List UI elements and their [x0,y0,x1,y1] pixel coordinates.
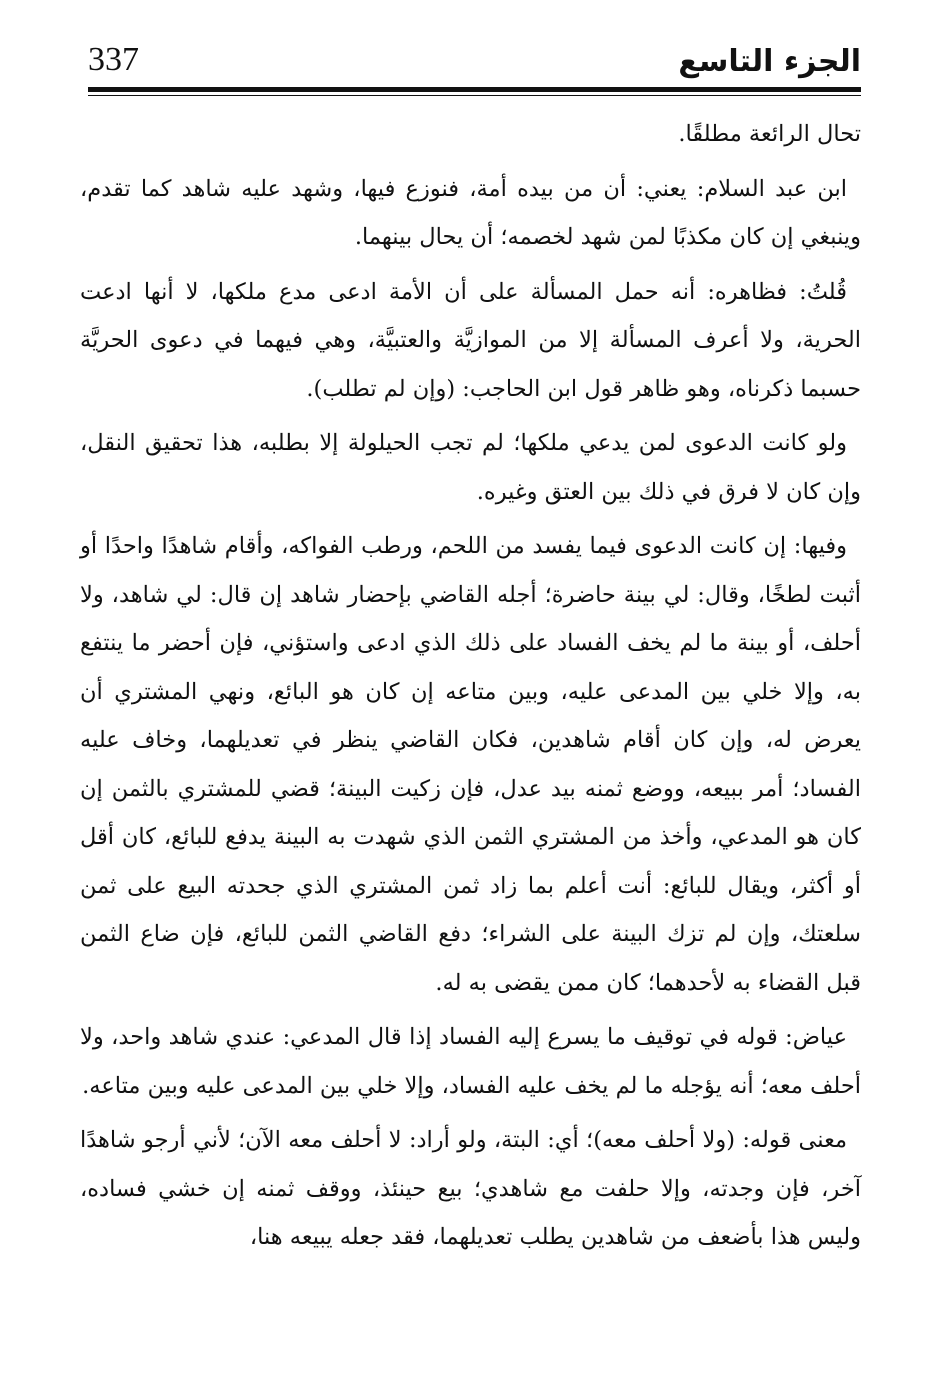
running-title: الجزء التاسع [678,44,861,79]
paragraph: تحال الرائعة مطلقًا. [678,121,861,147]
page-header [88,40,861,90]
header-rule-thick [88,87,861,92]
paragraph: ابن عبد السلام: يعني: أن من بيده أمة، فنوزع فيها، وشهد عليه شاهد كما تقدم، وينبغي إن كان مكذبًا لمن شهد لخصمه؛ أن يحال بينهما. [80,175,861,250]
paragraph: وفيها: إن كانت الدعوى فيما يفسد من اللحم، ورطب الفواكه، وأقام شاهدًا واحدًا أو أثبت لطخًا، وقال: لي بينة حاضرة؛ أجله القاضي بإحضار شاهد إن قال: لي شاهد، ولا أحلف، أو بينة ما لم يخف الفساد على ذلك الذي ادعى واستؤني، فإن أحضر ما ينتفع به، وإلا خلي بين المدعى عليه، وبين متاعه إن كان هو البائع، ونهي المشتري أن يعرض له، وإن كان أقام شاهدين، فكان القاضي ينظر في تعديلهما، وخاف عليه الفساد؛ أمر ببيعه، ووضع ثمنه بيد عدل، فإن زكيت البينة؛ قضي للمشتري بالثمن إن كان هو المدعي، وأخذ من المشتري الثمن الذي شهدت به البينة يدفع للبائع، كان أقل أو أكثر، ويقال للبائع: أنت أعلم بما زاد ثمن المشتري الذي جحدته البيع على ثمن سلعتك، وإن لم تزك البينة على الشراء؛ دفع القاضي الثمن للبائع، فإن ضاع الثمن قبل القضاء به لأحدهما؛ كان ممن يقضى به له. [80,533,861,996]
page-number: 337 [88,41,139,78]
body-text [80,110,861,1268]
paragraph: عياض: قوله في توقيف ما يسرع إليه الفساد إذا قال المدعي: عندي شاهد واحد، ولا أحلف معه؛ أنه يؤجله ما لم يخف عليه الفساد، وإلا خلي بين المدعى عليه وبين متاعه. [80,1024,861,1099]
paragraph: قُلتُ: فظاهره: أنه حمل المسألة على أن الأمة ادعى مدع ملكها، لا أنها ادعت الحرية، ولا أعرف المسألة إلا من الموازيَّة والعتبيَّة، وهي فيهما في دعوى الحريَّة حسبما ذكرناه، وهو ظاهر قول ابن الحاجب: (وإن لم تطلب). [80,278,861,402]
header-rule-thin [88,95,861,96]
paragraph: معنى قوله: (ولا أحلف معه)؛ أي: البتة، ولو أراد: لا أحلف معه الآن؛ لأني أرجو شاهدًا آخر، فإن وجدته، وإلا حلفت مع شاهدي؛ بيع حينئذ، ووقف ثمنه إن خشي فساده، وليس هذا بأضعف من شاهدين يطلب تعديلهما، فقد جعله يبيعه هنا، [80,1127,861,1250]
paragraph: ولو كانت الدعوى لمن يدعي ملكها؛ لم تجب الحيلولة إلا بطلبه، هذا تحقيق النقل، وإن كان لا فرق في ذلك بين العتق وغيره. [80,430,861,505]
